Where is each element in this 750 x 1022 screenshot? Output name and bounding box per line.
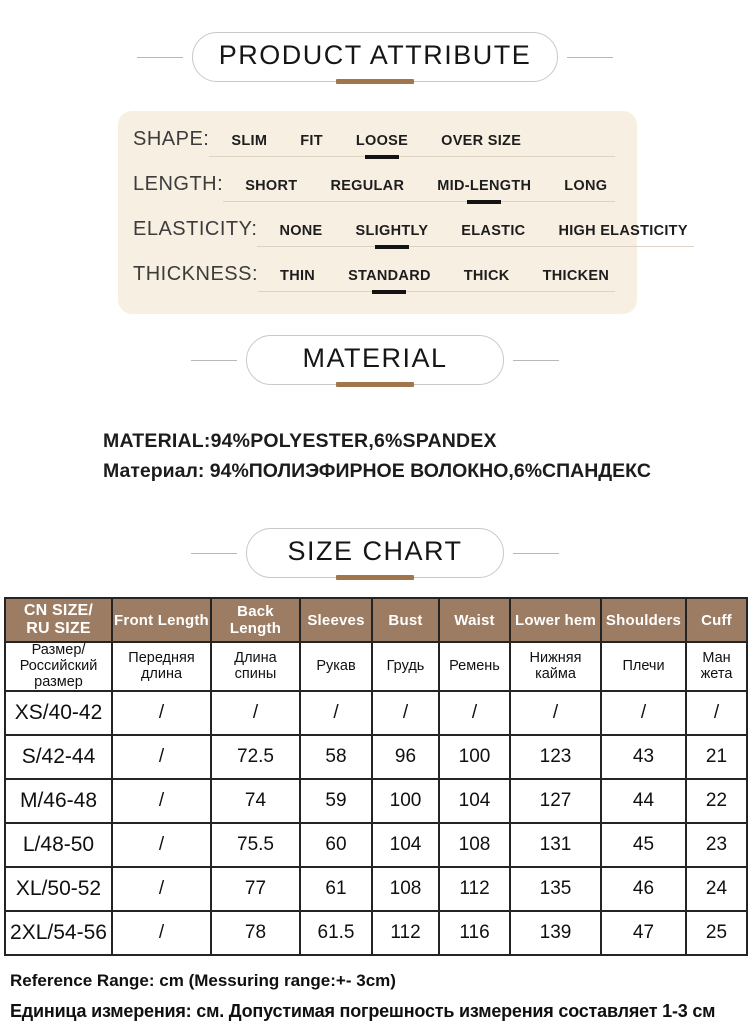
measurement-cell: 78 — [211, 911, 300, 955]
measurement-cell: / — [112, 779, 211, 823]
attribute-row — [133, 128, 619, 157]
attribute-row — [133, 263, 619, 292]
attribute-panel — [118, 111, 688, 314]
product-attribute-heading — [0, 32, 750, 82]
measurement-cell: 44 — [601, 779, 686, 823]
measurement-cell: 47 — [601, 911, 686, 955]
heading-side-line-right — [513, 553, 559, 554]
table-header-cell: Waist — [439, 598, 510, 642]
size-label-cell: 2XL/54-56 — [5, 911, 112, 955]
attribute-options — [209, 133, 615, 157]
table-subheader-cell: Плечи — [601, 642, 686, 691]
attribute-option-selected: SLIGHTLY — [355, 223, 429, 240]
measurement-cell: 72.5 — [211, 735, 300, 779]
attribute-option: OVER SIZE — [441, 133, 522, 150]
attribute-option-selected: STANDARD — [348, 268, 431, 285]
attribute-option: SLIM — [231, 133, 268, 150]
table-header-cell: Sleeves — [300, 598, 372, 642]
table-header-row — [5, 598, 747, 642]
measurement-cell: / — [112, 823, 211, 867]
measurement-cell: / — [686, 691, 747, 735]
size-chart-heading — [0, 528, 750, 578]
measurement-cell: 61.5 — [300, 911, 372, 955]
measurement-cell: 112 — [439, 867, 510, 911]
table-subheader-cell: Передняя длина — [112, 642, 211, 691]
measurement-cell: 21 — [686, 735, 747, 779]
measurement-cell: 74 — [211, 779, 300, 823]
table-subheader-cell: Ман жета — [686, 642, 747, 691]
material-heading — [0, 335, 750, 385]
measurement-cell: 23 — [686, 823, 747, 867]
attribute-option: THICKEN — [542, 268, 610, 285]
measurement-cell: 139 — [510, 911, 601, 955]
measurement-cell: 116 — [439, 911, 510, 955]
size-label-cell: M/46-48 — [5, 779, 112, 823]
footnote-en: Reference Range: cm (Messuring range:+- 3cm) — [10, 971, 396, 991]
material-composition-ru: Материал: 94%ПОЛИЭФИРНОЕ ВОЛОКНО,6%СПАНДЕКС — [103, 460, 651, 483]
heading-side-line-left — [191, 360, 237, 361]
attribute-label: ELASTICITY: — [133, 218, 258, 241]
measurement-cell: / — [211, 691, 300, 735]
table-row — [5, 867, 747, 911]
attribute-option: FIT — [300, 133, 323, 150]
measurement-cell: 104 — [372, 823, 439, 867]
measurement-cell: 135 — [510, 867, 601, 911]
table-header-cell: Bust — [372, 598, 439, 642]
table-header-cell: Back Length — [211, 598, 300, 642]
table-row — [5, 735, 747, 779]
table-subheader-cell: Длина спины — [211, 642, 300, 691]
measurement-cell: 96 — [372, 735, 439, 779]
measurement-footnotes — [10, 971, 750, 1022]
measurement-cell: 46 — [601, 867, 686, 911]
measurement-cell: 123 — [510, 735, 601, 779]
size-label-cell: XS/40-42 — [5, 691, 112, 735]
measurement-cell: 60 — [300, 823, 372, 867]
measurement-cell: / — [112, 735, 211, 779]
table-row — [5, 911, 747, 955]
measurement-cell: 24 — [686, 867, 747, 911]
attribute-label: THICKNESS: — [133, 263, 259, 286]
measurement-cell: / — [510, 691, 601, 735]
size-chart-table-body — [5, 598, 747, 955]
measurement-cell: / — [112, 867, 211, 911]
measurement-cell: / — [112, 911, 211, 955]
material-composition-en: MATERIAL:94%POLYESTER,6%SPANDEX — [103, 430, 497, 453]
attribute-option: LONG — [564, 178, 608, 195]
attribute-option: HIGH ELASTICITY — [558, 223, 688, 240]
measurement-cell: 131 — [510, 823, 601, 867]
table-subheader-cell: Нижняя кайма — [510, 642, 601, 691]
attribute-label: LENGTH: — [133, 173, 224, 196]
attribute-options — [257, 223, 693, 247]
measurement-cell: 45 — [601, 823, 686, 867]
measurement-cell: / — [372, 691, 439, 735]
measurement-cell: / — [439, 691, 510, 735]
product-attribute-title: PRODUCT ATTRIBUTE — [192, 32, 559, 82]
footnote-ru: Единица измерения: см. Допустимая погрешность измерения составляет 1-3 см — [10, 1001, 716, 1022]
table-subheader-cell: Рукав — [300, 642, 372, 691]
attribute-option: ELASTIC — [461, 223, 526, 240]
table-subheader-row — [5, 642, 747, 691]
measurement-cell: / — [300, 691, 372, 735]
attribute-option: SHORT — [245, 178, 298, 195]
measurement-cell: / — [601, 691, 686, 735]
measurement-cell: 77 — [211, 867, 300, 911]
size-chart-title: SIZE CHART — [246, 528, 504, 578]
measurement-cell: 25 — [686, 911, 747, 955]
heading-side-line-right — [567, 57, 613, 58]
measurement-cell: 112 — [372, 911, 439, 955]
attribute-option: REGULAR — [330, 178, 405, 195]
material-composition — [103, 430, 750, 483]
heading-side-line-left — [137, 57, 183, 58]
table-header-cell: CN SIZE/ RU SIZE — [5, 598, 112, 642]
measurement-cell: 58 — [300, 735, 372, 779]
heading-side-line-right — [513, 360, 559, 361]
table-row — [5, 779, 747, 823]
table-row — [5, 691, 747, 735]
measurement-cell: 108 — [372, 867, 439, 911]
measurement-cell: 127 — [510, 779, 601, 823]
table-header-cell: Cuff — [686, 598, 747, 642]
material-title: MATERIAL — [246, 335, 504, 385]
table-row — [5, 823, 747, 867]
measurement-cell: 108 — [439, 823, 510, 867]
measurement-cell: 104 — [439, 779, 510, 823]
measurement-cell: 22 — [686, 779, 747, 823]
size-label-cell: L/48-50 — [5, 823, 112, 867]
measurement-cell: 100 — [439, 735, 510, 779]
table-header-cell: Lower hem — [510, 598, 601, 642]
attribute-option-selected: LOOSE — [355, 133, 409, 150]
attribute-option: NONE — [279, 223, 323, 240]
size-chart-table — [4, 597, 748, 956]
table-header-cell: Front Length — [112, 598, 211, 642]
table-subheader-cell: Ремень — [439, 642, 510, 691]
measurement-cell: 100 — [372, 779, 439, 823]
size-label-cell: XL/50-52 — [5, 867, 112, 911]
measurement-cell: / — [112, 691, 211, 735]
size-label-cell: S/42-44 — [5, 735, 112, 779]
measurement-cell: 59 — [300, 779, 372, 823]
attribute-label: SHAPE: — [133, 128, 210, 151]
measurement-cell: 75.5 — [211, 823, 300, 867]
measurement-cell: 43 — [601, 735, 686, 779]
table-subheader-cell: Грудь — [372, 642, 439, 691]
table-header-cell: Shoulders — [601, 598, 686, 642]
table-subheader-cell: Размер/ Российский размер — [5, 642, 112, 691]
attribute-options — [223, 178, 615, 202]
attribute-options — [258, 268, 615, 292]
attribute-row — [133, 218, 688, 247]
attribute-row — [133, 173, 619, 202]
heading-side-line-left — [191, 553, 237, 554]
attribute-option: THIN — [280, 268, 316, 285]
attribute-option-selected: MID-LENGTH — [437, 178, 532, 195]
attribute-option: THICK — [463, 268, 510, 285]
measurement-cell: 61 — [300, 867, 372, 911]
